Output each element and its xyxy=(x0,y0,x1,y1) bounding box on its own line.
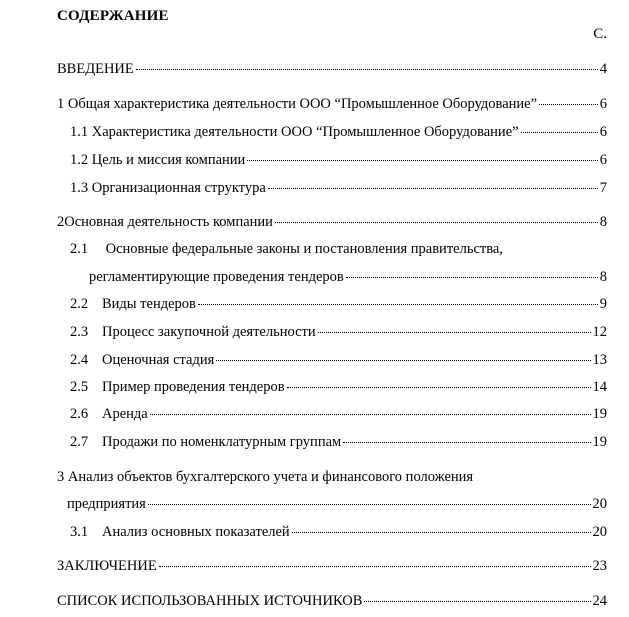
toc-entry-text: Основная деятельность компании xyxy=(64,214,273,230)
toc-leader-dots xyxy=(292,532,591,533)
toc-leader-dots xyxy=(539,104,598,105)
toc-leader-dots xyxy=(346,277,598,278)
toc-entry-number: 1.2 xyxy=(70,152,89,168)
toc-entry-introduction[interactable] xyxy=(57,61,607,81)
toc-leader-dots xyxy=(318,332,591,333)
toc-entry-number: 2.7 xyxy=(70,434,89,450)
toc-entry-2-6[interactable] xyxy=(70,406,607,426)
toc-entry-text-continuation: предприятия xyxy=(67,496,146,512)
toc-entry-number: 1 xyxy=(57,96,65,112)
toc-entry-3-1[interactable] xyxy=(70,524,607,544)
toc-entry-text: Анализ объектов бухгалтерского учета и финансового положения xyxy=(67,469,474,485)
toc-entry-number: 2.1 xyxy=(70,241,89,257)
toc-leader-dots xyxy=(364,601,590,602)
toc-entry-number: 2 xyxy=(57,214,65,230)
toc-entry-number: 2.5 xyxy=(70,379,89,395)
toc-entry-text-continuation: регламентирующие проведения тендеров xyxy=(89,269,344,285)
toc-entry-2-5[interactable] xyxy=(70,379,607,399)
toc-entry-chapter-1[interactable] xyxy=(57,96,607,116)
toc-entry-page: 6 xyxy=(599,124,607,140)
toc-entry-text: Анализ основных показателей xyxy=(102,524,290,540)
page-column-label: С. xyxy=(593,26,607,42)
toc-entry-page: 14 xyxy=(592,379,607,395)
toc-entry-text: Пример проведения тендеров xyxy=(102,379,285,395)
toc-entry-page: 6 xyxy=(599,152,607,168)
toc-entry-conclusion[interactable] xyxy=(57,558,607,578)
toc-entry-page: 23 xyxy=(592,558,607,574)
toc-leader-dots xyxy=(268,188,598,189)
toc-entry-chapter-3[interactable] xyxy=(57,469,473,486)
toc-entry-page: 19 xyxy=(592,434,607,450)
toc-entry-references[interactable] xyxy=(57,593,607,613)
toc-entry-2-3[interactable] xyxy=(70,324,607,344)
toc-leader-dots xyxy=(216,360,590,361)
toc-entry-number: 2.3 xyxy=(70,324,89,340)
toc-entry-text: Виды тендеров xyxy=(102,296,196,312)
toc-leader-dots xyxy=(148,504,591,505)
toc-entry-text: Аренда xyxy=(102,406,148,422)
toc-leader-dots xyxy=(343,442,590,443)
toc-entry-page: 13 xyxy=(592,352,607,368)
toc-entry-number: 3 xyxy=(57,469,65,485)
toc-entry-text: Продажи по номенклатурным группам xyxy=(102,434,342,450)
toc-entry-2-4[interactable] xyxy=(70,352,607,372)
toc-entry-number: 2.6 xyxy=(70,406,89,422)
toc-entry-2-7[interactable] xyxy=(70,434,607,454)
toc-entry-page: 9 xyxy=(599,296,607,312)
toc-leader-dots xyxy=(159,566,591,567)
toc-leader-dots xyxy=(150,414,591,415)
toc-entry-text: ВВЕДЕНИЕ xyxy=(57,61,134,77)
toc-entry-page: 12 xyxy=(592,324,607,340)
toc-entry-2-1[interactable] xyxy=(70,241,503,258)
toc-entry-page: 4 xyxy=(599,61,607,77)
toc-entry-page: 8 xyxy=(599,269,607,285)
toc-leader-dots xyxy=(275,222,598,223)
toc-entry-page: 7 xyxy=(599,180,607,196)
toc-heading: СОДЕРЖАНИЕ xyxy=(57,8,169,24)
toc-entry-chapter-3-continuation[interactable] xyxy=(67,496,607,516)
toc-entry-page: 8 xyxy=(599,214,607,230)
toc-entry-text: СПИСОК ИСПОЛЬЗОВАННЫХ ИСТОЧНИКОВ xyxy=(57,593,363,609)
toc-entry-2-2[interactable] xyxy=(70,296,607,316)
toc-entry-text: Цель и миссия компании xyxy=(91,152,246,168)
toc-entry-number: 3.1 xyxy=(70,524,89,540)
toc-entry-text: ЗАКЛЮЧЕНИЕ xyxy=(57,558,157,574)
toc-entry-page: 19 xyxy=(592,406,607,422)
toc-entry-text: Общая характеристика деятельности ООО “Промышленное Оборудование” xyxy=(67,96,538,112)
toc-entry-page: 20 xyxy=(592,524,607,540)
toc-entry-chapter-2[interactable] xyxy=(57,214,607,234)
toc-entry-1-2[interactable] xyxy=(70,152,607,172)
toc-entry-number: 1.3 xyxy=(70,180,89,196)
toc-entry-number: 1.1 xyxy=(70,124,89,140)
toc-entry-1-3[interactable] xyxy=(70,180,607,200)
toc-entry-2-1-continuation[interactable] xyxy=(89,269,607,289)
toc-entry-text: Характеристика деятельности ООО “Промышленное Оборудование” xyxy=(91,124,519,140)
toc-entry-page: 20 xyxy=(592,496,607,512)
toc-entry-text: Процесс закупочной деятельности xyxy=(102,324,316,340)
toc-leader-dots xyxy=(198,304,598,305)
toc-entry-number: 2.4 xyxy=(70,352,89,368)
toc-leader-dots xyxy=(287,387,591,388)
toc-entry-1-1[interactable] xyxy=(70,124,607,144)
toc-leader-dots xyxy=(521,132,598,133)
toc-entry-text: Организационная структура xyxy=(91,180,266,196)
toc-entry-page: 24 xyxy=(592,593,607,609)
toc-entry-text: Оценочная стадия xyxy=(102,352,215,368)
toc-leader-dots xyxy=(247,160,597,161)
toc-entry-number: 2.2 xyxy=(70,296,89,312)
toc-entry-text: Основные федеральные законы и постановления правительства, xyxy=(105,241,503,257)
toc-leader-dots xyxy=(136,69,598,70)
toc-entry-page: 6 xyxy=(599,96,607,112)
